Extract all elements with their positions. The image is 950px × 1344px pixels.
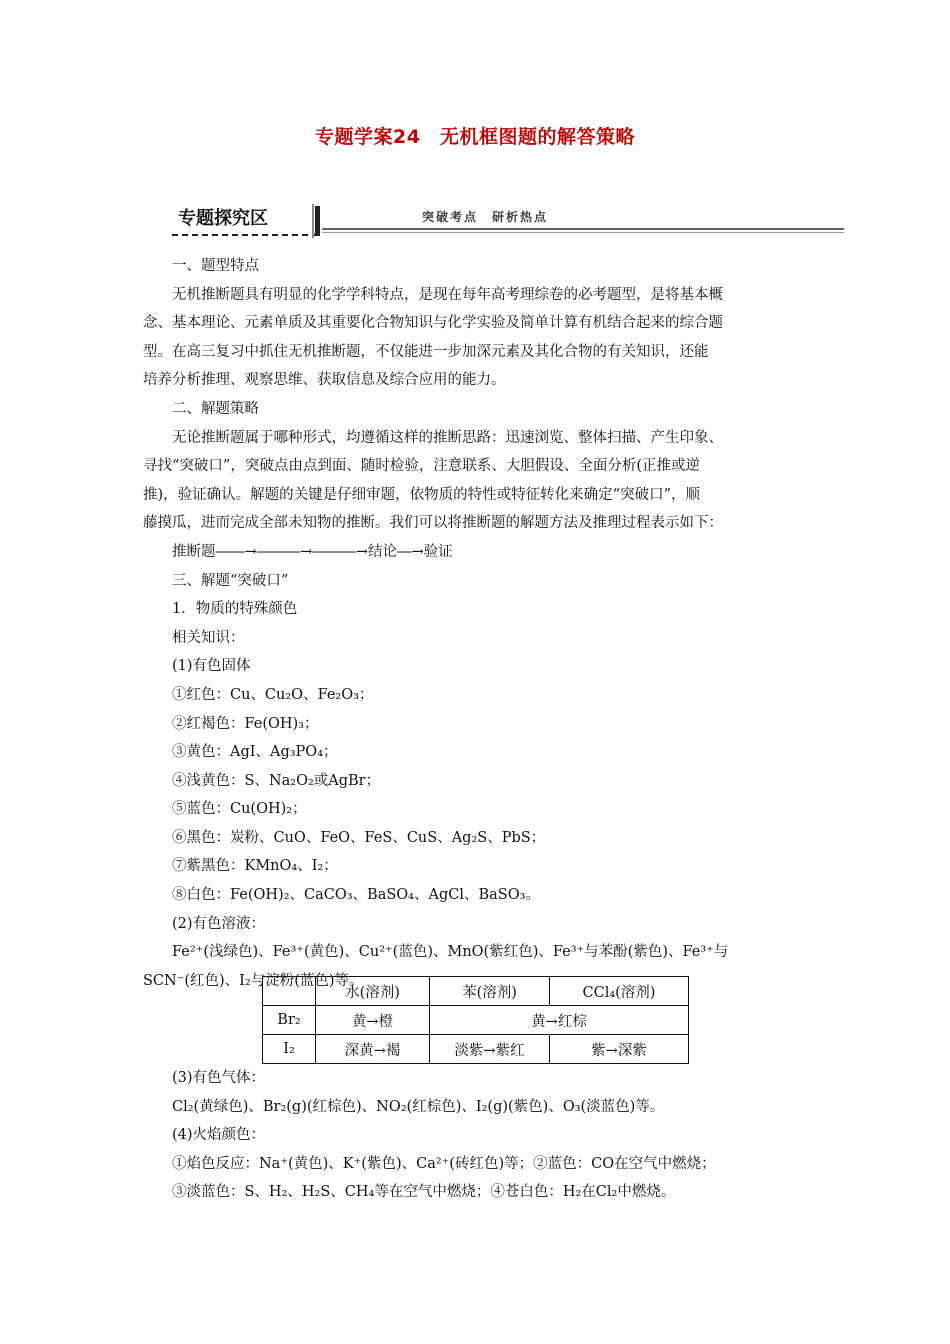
label-line: 相关知识：	[172, 629, 245, 646]
table-row-label: I₂	[263, 1035, 316, 1064]
banner-rule	[322, 228, 844, 230]
paragraph-line: 无机推断题具有明显的化学学科特点，是现在每年高考理综卷的必考题型，是将基本概	[172, 286, 723, 303]
paragraph-line: 无论推断题属于哪种形式，均遵循这样的推断思路：迅速浏览、整体扫描、产生印象、	[172, 429, 723, 446]
paragraph-line: SCN⁻(红色)、I₂与淀粉(蓝色)等。	[143, 972, 364, 989]
subsection-heading: 1．物质的特殊颜色	[172, 601, 298, 618]
flow-line: 推断题――→―――→―――→结论―→验证	[172, 543, 453, 560]
list-item: ②红褐色：Fe(OH)₃；	[172, 715, 319, 732]
section-banner	[172, 204, 844, 236]
list-item: ⑤蓝色：Cu(OH)₂；	[172, 801, 307, 818]
table-cell	[263, 977, 316, 1006]
table-header: 苯(溶剂)	[430, 977, 550, 1006]
paragraph-line: 型。在高三复习中抓住无机推断题，不仅能进一步加深元素及其化合物的有关知识，还能	[143, 343, 709, 360]
section-heading: 三、解题“突破口”	[172, 572, 289, 589]
paragraph-line: 寻找“突破口”，突破点由点到面、随时检验，注意联系、大胆假设、全面分析(正推或逆	[143, 458, 700, 475]
paragraph-line: 推)，验证确认。解题的关键是仔细审题，依物质的特性或特征转化来确定“突破口”，顺	[143, 486, 700, 503]
table-row	[263, 977, 689, 1006]
table-cell: 淡紫→紫红	[430, 1035, 550, 1064]
banner-rule-thin	[322, 232, 844, 233]
list-item: ⑧白色：Fe(OH)₂、CaCO₃、BaSO₄、AgCl、BaSO₃。	[172, 887, 540, 904]
table-header: 水(溶剂)	[316, 977, 430, 1006]
paragraph-line: Fe²⁺(浅绿色)、Fe³⁺(黄色)、Cu²⁺(蓝色)、MnO(紫红色)、Fe³⁺与苯酚(紫色)、Fe³⁺与	[172, 944, 729, 961]
banner-tagline: 突破考点 研析热点	[422, 210, 549, 224]
paragraph-line: 藤摸瓜，进而完成全部未知物的推断。我们可以将推断题的解题方法及推理过程表示如下：	[143, 515, 723, 532]
table-row	[263, 1035, 689, 1064]
paragraph-line: 培养分析推理、观察思维、获取信息及综合应用的能力。	[143, 372, 506, 389]
table-row-label: Br₂	[263, 1006, 316, 1035]
list-item: ③黄色：AgI、Ag₃PO₄；	[172, 744, 338, 761]
page-title: 专题学案24 无机框图题的解答策略	[315, 126, 635, 148]
banner-label: 专题探究区	[172, 204, 318, 236]
list-item: ④浅黄色：S、Na₂O₂或AgBr；	[172, 772, 381, 789]
paragraph-line: ①焰色反应：Na⁺(黄色)、K⁺(紫色)、Ca²⁺(砖红色)等；②蓝色：CO在空气中燃烧；	[172, 1155, 716, 1172]
body-text	[143, 252, 811, 995]
table-cell: 紫→深紫	[550, 1035, 689, 1064]
table-cell: 深黄→褐	[316, 1035, 430, 1064]
paragraph-line: ③淡蓝色：S、H₂、H₂S、CH₄等在空气中燃烧；④苍白色：H₂在Cl₂中燃烧。	[172, 1184, 676, 1201]
table-row	[263, 1006, 689, 1035]
color-table	[262, 976, 689, 1064]
paragraph-line: 念、基本理论、元素单质及其重要化合物知识与化学实验及简单计算有机结合起来的综合题	[143, 315, 723, 332]
banner-divider	[312, 204, 314, 238]
body-text-continued	[143, 1064, 811, 1207]
list-item: ⑦紫黑色：KMnO₄、I₂；	[172, 858, 338, 875]
table-header: CCl₄(溶剂)	[550, 977, 689, 1006]
table-cell: 黄→红棕	[430, 1006, 689, 1035]
subsection-heading: (4)火焰颜色：	[172, 1127, 266, 1144]
paragraph-line: Cl₂(黄绿色)、Br₂(g)(红棕色)、NO₂(红棕色)、I₂(g)(紫色)、O₃(淡蓝色)等。	[172, 1098, 665, 1115]
banner-bar	[315, 206, 320, 236]
section-heading: 一、题型特点	[172, 258, 259, 274]
table-cell: 黄→橙	[316, 1006, 430, 1035]
section-heading: 二、解题策略	[172, 400, 259, 417]
subsection-heading: (3)有色气体：	[172, 1070, 266, 1086]
subsection-heading: (1)有色固体	[172, 658, 251, 675]
subsection-heading: (2)有色溶液：	[172, 915, 266, 932]
list-item: ⑥黑色：炭粉、CuO、FeO、FeS、CuS、Ag₂S、PbS；	[172, 829, 546, 846]
list-item: ①红色：Cu、Cu₂O、Fe₂O₃；	[172, 686, 374, 703]
